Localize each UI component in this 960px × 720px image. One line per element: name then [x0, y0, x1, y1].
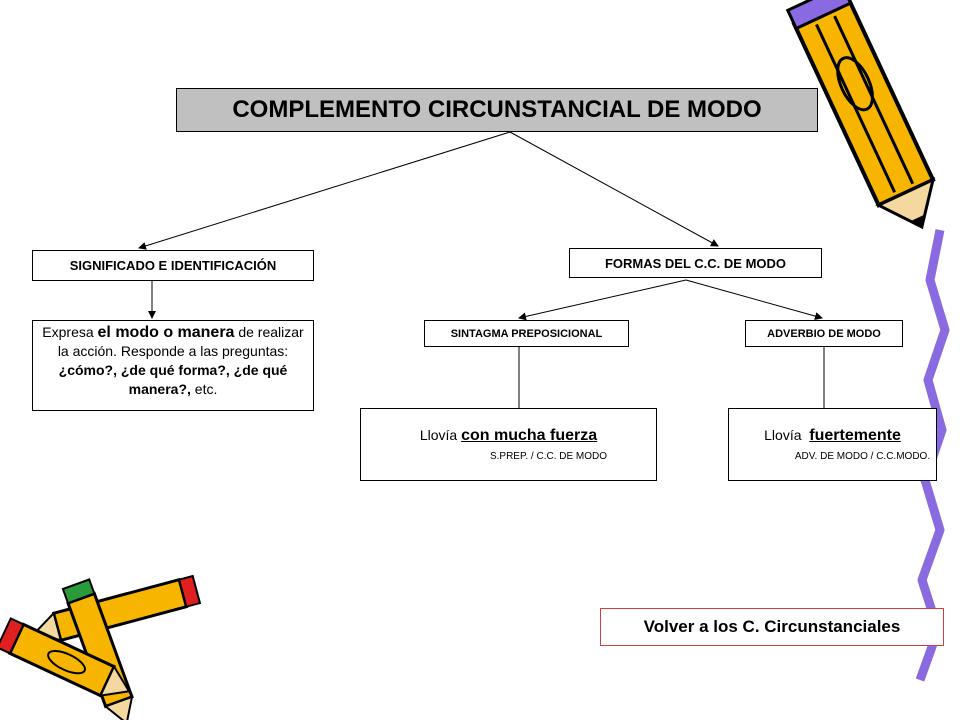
- example-adverbio-tag: ADV. DE MODO / C.C.MODO.: [794, 451, 931, 462]
- node-significado: SIGNIFICADO E IDENTIFICACIÓN: [32, 250, 314, 281]
- back-link-button[interactable]: Volver a los C. Circunstanciales: [600, 608, 944, 646]
- example-sintagma-em: con mucha fuerza: [461, 427, 598, 444]
- desc-text-5: etc.: [190, 381, 218, 397]
- node-sintagma: SINTAGMA PREPOSICIONAL: [424, 320, 629, 347]
- example-sintagma-tag: S.PREP. / C.C. DE MODO: [489, 451, 608, 462]
- desc-text-3: de realizar la acción. Responde a las preguntas:: [57, 324, 304, 359]
- node-adverbio: ADVERBIO DE MODO: [745, 320, 903, 347]
- desc-text-2: el modo o manera: [97, 324, 235, 341]
- example-adverbio: [728, 408, 937, 481]
- node-description: [32, 320, 314, 411]
- example-sintagma: [360, 408, 657, 481]
- example-sintagma-sentence: [420, 427, 597, 445]
- example-adverbio-em: fuertemente: [809, 427, 901, 444]
- desc-text-4: ¿cómo?, ¿de qué forma?, ¿de qué manera?,: [58, 362, 288, 397]
- node-formas: FORMAS DEL C.C. DE MODO: [569, 248, 822, 278]
- example-adverbio-sentence: [764, 427, 901, 445]
- diagram-title: COMPLEMENTO CIRCUNSTANCIAL DE MODO: [176, 88, 818, 132]
- desc-text-1: Expresa: [42, 324, 98, 340]
- example-adverbio-pre: Llovía: [764, 427, 810, 443]
- example-sintagma-pre: Llovía: [419, 427, 462, 443]
